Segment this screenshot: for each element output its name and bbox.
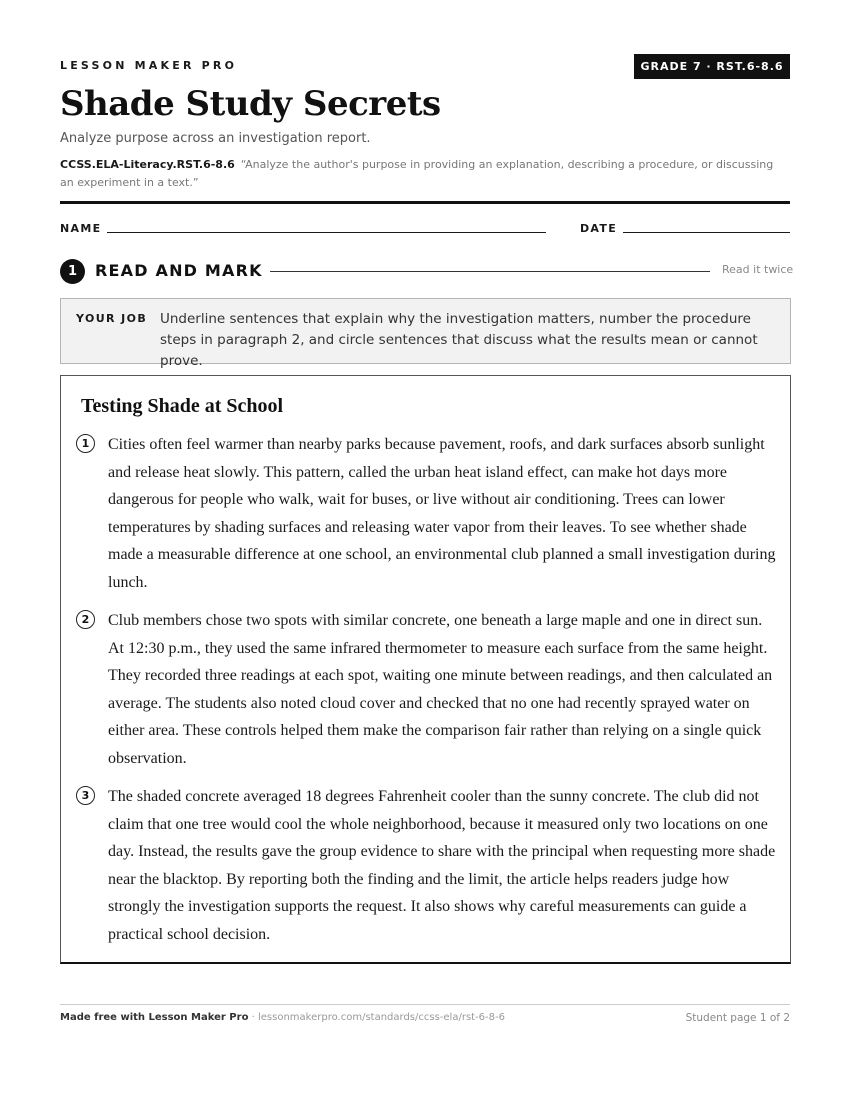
grade-badge: GRADE 7 · RST.6-8.6 [634, 54, 790, 79]
paragraph-text: Cities often feel warmer than nearby parks because pavement, roofs, and dark surfaces absorb sunlight and release heat slowly. This pattern, called the urban heat island effect, can make hot days more dangerous for people who walk, wait for buses, or live without air conditioning. Trees can lower temperatures by shading surfaces and releasing water vapor from their leaves. To see whether shade made a measurable difference at one school, an environmental club planned a small investigation during lunch. [108, 436, 776, 591]
instructions-text: Underline sentences that explain why the investigation matters, number the procedure steps in paragraph 2, and circle sentences that discuss what the results mean or cannot prove. [160, 311, 758, 369]
footer-url[interactable]: lessonmakerpro.com/standards/ccss-ela/rst-6-8-6 [257, 1012, 505, 1023]
standard-description [60, 156, 790, 192]
page-title: Shade Study Secrets [60, 84, 441, 124]
standard-quote: “Analyze the author's purpose in providing an explanation, describing a procedure, or discussing an experiment in a text.” [60, 158, 774, 189]
brand-name: LESSON MAKER PRO [60, 59, 238, 72]
date-label: DATE [580, 222, 618, 235]
reading-passage [60, 375, 791, 964]
name-label: NAME [60, 222, 102, 235]
section-title: READ AND MARK [95, 261, 263, 280]
paragraph-number-badge: 1 [76, 434, 95, 453]
footer-made-by: Made free with Lesson Maker Pro [60, 1012, 249, 1023]
date-field[interactable] [623, 232, 790, 233]
section-divider [270, 271, 710, 272]
page-number: Student page 1 of 2 [685, 1012, 790, 1024]
paragraph-text: The shaded concrete averaged 18 degrees Fahrenheit cooler than the sunny concrete. The club did not claim that one tree would cool the whole neighborhood, because it measured only two locations on one day. Instead, the results gave the group evidence to share with the principal when requesting more shade near the blacktop. By reporting both the finding and the limit, the article helps readers judge how strongly the investigation supports the request. It also shows why careful measurements can guide a practical school decision. [108, 788, 776, 943]
footer-separator: · [248, 1012, 258, 1023]
paragraph-number-badge: 2 [76, 610, 95, 629]
page-subtitle: Analyze purpose across an investigation report. [60, 131, 371, 146]
section-note: Read it twice [722, 263, 794, 276]
passage-title: Testing Shade at School [81, 395, 284, 417]
instructions-box [60, 298, 791, 369]
instructions-label: YOUR JOB [76, 312, 148, 325]
paragraph-number-badge: 3 [76, 786, 95, 805]
footer-divider [60, 1004, 790, 1005]
paragraph-text: Club members chose two spots with similar concrete, one beneath a large maple and one in direct sun. At 12:30 p.m., they used the same infrared thermometer to measure each surface from the same height. They recorded three readings at each spot, waiting one minute between readings, and then calculated an average. The students also noted cloud cover and checked that no one had recently sprayed water on either area. These controls helped them make the comparison fair rather than relying on a single quick observation. [108, 612, 773, 767]
standard-code: CCSS.ELA-Literacy.RST.6-8.6 [60, 158, 235, 171]
section-number-badge: 1 [60, 259, 85, 284]
header-divider [60, 201, 790, 204]
name-field[interactable] [107, 232, 546, 233]
footer-credit [60, 1012, 505, 1023]
